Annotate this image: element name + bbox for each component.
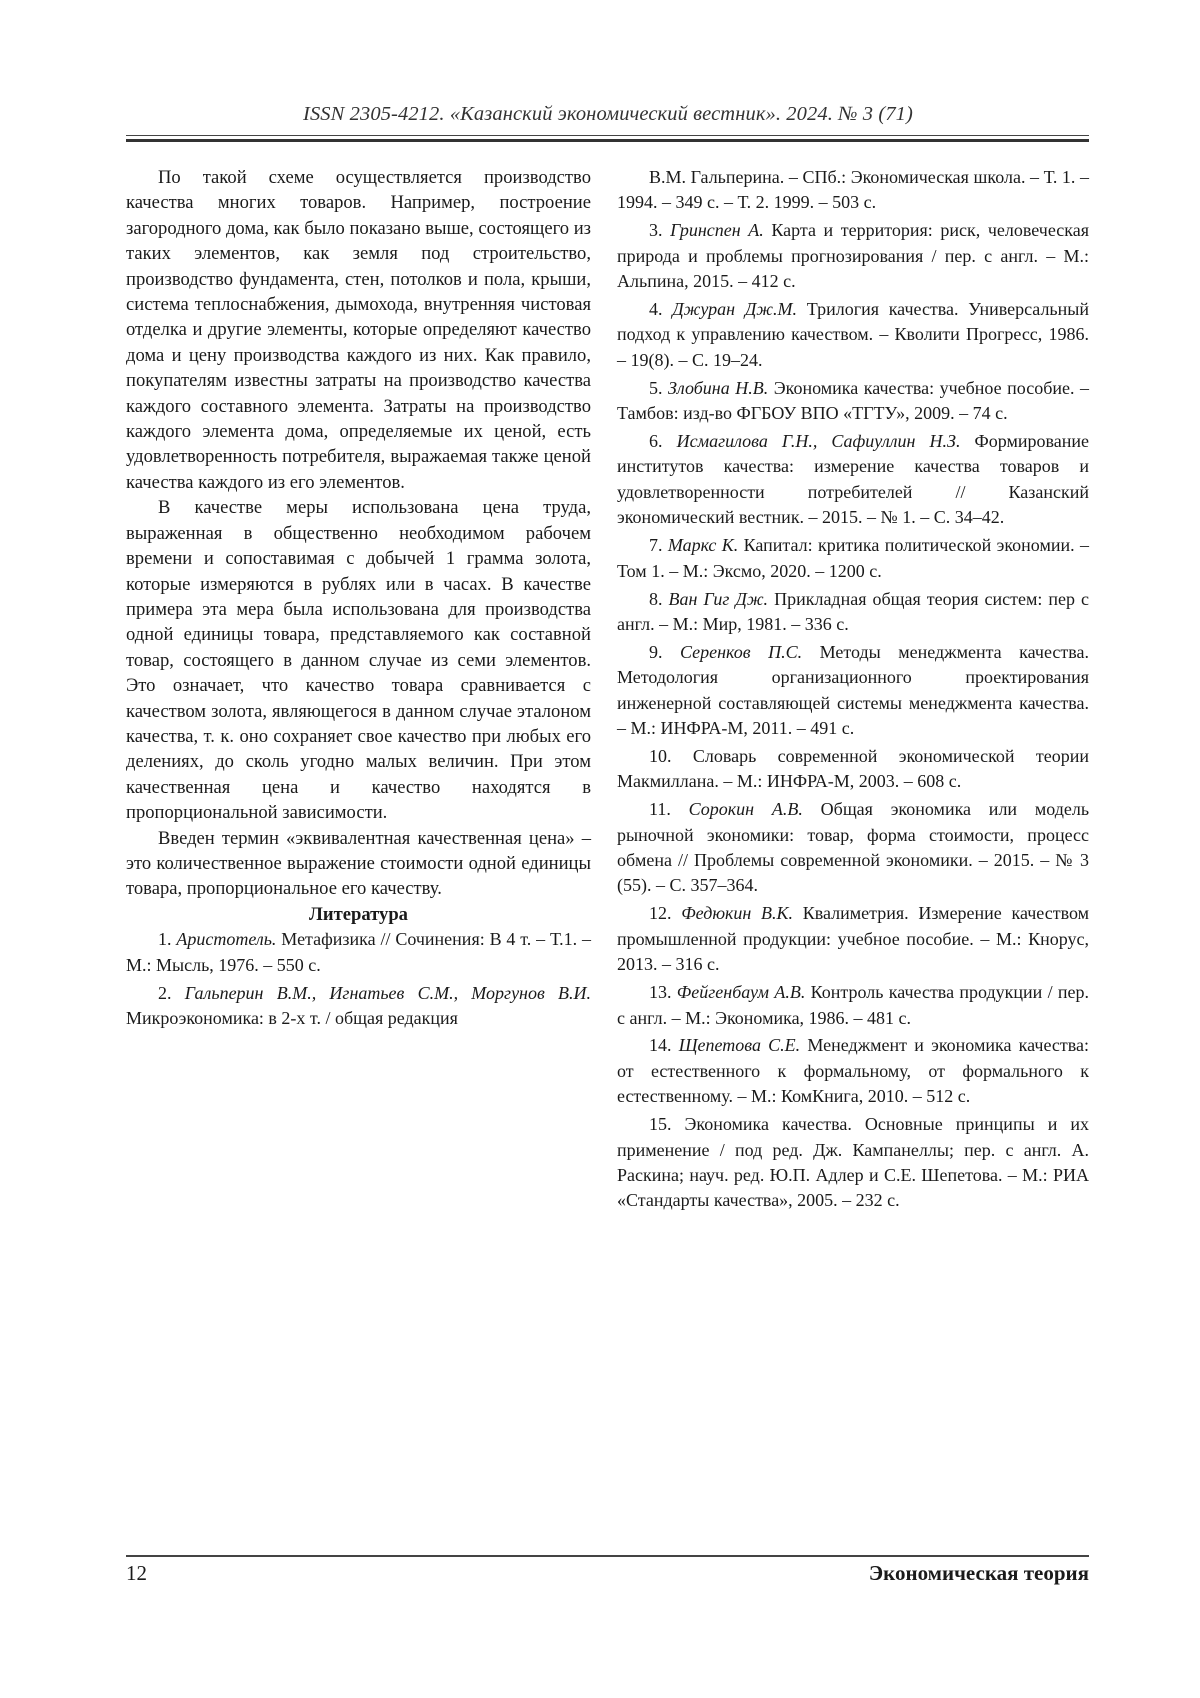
reference-author: Сорокин А.В. [688, 799, 803, 820]
reference-number: 8. [649, 588, 663, 609]
reference-number: 10. [649, 745, 672, 766]
reference-author: Гринспен А. [670, 220, 764, 241]
reference-item [617, 376, 1089, 427]
reference-item [126, 927, 591, 978]
reference-author: Ван Гиг Дж. [668, 588, 769, 609]
reference-text: Карта и территория: риск, человеческая природа и проблемы прогнозирования / пер. с англ. – М.: Альпина, 2015. – 412 с. [617, 220, 1090, 292]
reference-author: Аристотель. [176, 929, 277, 950]
reference-number: 13. [649, 982, 672, 1003]
reference-number: 14. [649, 1035, 672, 1056]
literature-heading: Литература [309, 903, 408, 925]
section-title: Экономическая теория [868, 1561, 1089, 1585]
reference-number: 5. [649, 377, 663, 398]
reference-author: Джуран Дж.М. [672, 299, 798, 320]
reference-author: Маркс К. [667, 535, 739, 556]
reference-author: Серенков П.С. [680, 641, 803, 662]
reference-item [617, 744, 1089, 795]
left-column [126, 165, 591, 1034]
right-column [617, 165, 1089, 1216]
reference-number: 2. [158, 982, 172, 1003]
header-rule-thick [126, 139, 1089, 142]
reference-item [617, 1112, 1089, 1214]
reference-item [617, 980, 1089, 1031]
page-number: 12 [126, 1561, 147, 1585]
reference-text: Общая экономика или модель рыночной экономики: товар, форма стоимости, процесс обмена // Проблемы современной экономики. – 2015. – № 3 (55). – С. 357–364. [617, 799, 1090, 896]
reference-item [617, 1033, 1089, 1109]
body-paragraph: По такой схеме осуществляется производство качества многих товаров. Например, построение загородного дома, как было показано выше, состоящего из таких элементов, как земля под строительство, производство фундамента, стен, потолков и пола, крыши, система теплоснабжения, дымохода, внутренняя чистовая отделка и другие элементы, которые определяют качество дома и цену производства каждого из них. Как правило, покупателям известны затраты на производство качества каждого составного элемента. Затраты на производство каждого элемента дома, определяемые их ценой, есть удовлетворенность потребителя, выражаемая также ценой качества каждого из его элементов. [126, 167, 591, 493]
reference-text: Прикладная общая теория систем: пер с англ. – М.: Мир, 1981. – 336 с. [617, 588, 1090, 634]
body-paragraph: Введен термин «эквивалентная качественная цена» – это количественное выражение стоимости одной единицы товара, пропорциональное его качеству. [126, 827, 591, 900]
reference-item [617, 297, 1089, 373]
body-paragraph: В качестве меры использована цена труда, выраженная в общественно необходимом рабочем времени и сопоставимая с добычей 1 грамма золота, которые измеряются в рублях или в часах. В качестве примера эта мера была использована для производства одной единицы товара, представляемого как составной товар, состоящего в данном случае из семи элементов. Это означает, что качество товара сравнивается с качеством золота, являющегося в данном случае эталоном качества, т. к. оно сохраняет свое качество при любых его делениях, до сколь угодно малых величин. При этом качественная цена и качество находятся в пропорциональной зависимости. [126, 497, 591, 824]
reference-item [617, 533, 1089, 584]
reference-number: 7. [649, 535, 663, 556]
reference-item [617, 429, 1089, 531]
reference-author: Федюкин В.К. [681, 903, 794, 924]
reference-text: Трилогия качества. Универсальный подход к управлению качеством. – Кволити Прогресс, 1986. – 19(8). – С. 19–24. [617, 299, 1089, 370]
reference-number: 4. [649, 299, 663, 320]
reference-item [126, 981, 591, 1032]
reference-text: Микроэкономика: в 2-х т. / общая редакция [126, 1007, 458, 1028]
reference-text: Экономика качества. Основные принципы и их применение / под ред. Дж. Кампанеллы; пер. с англ. А. Раскина; науч. ред. Ю.П. Адлер и С.Е. Шепетова. – М.: РИА «Стандарты качества», 2005. – 232 с. [617, 1114, 1089, 1211]
reference-text: Квалиметрия. Измерение качеством промышленной продукции: учебное пособие. – М.: Кнорус, 2013. – 316 с. [617, 903, 1090, 975]
reference-text: Капитал: критика политической экономии. – Том 1. – М.: Эксмо, 2020. – 1200 с. [617, 535, 1090, 581]
reference-text: Экономика качества: учебное пособие. – Тамбов: изд-во ФГБОУ ВПО «ТГТУ», 2009. – 74 с. [617, 377, 1090, 424]
reference-number: 11. [649, 799, 671, 820]
reference-author: Гальперин В.М., Игнатьев С.М., Моргунов В.И. [184, 982, 592, 1003]
reference-item [617, 901, 1089, 977]
reference-author: Злобина Н.В. [668, 377, 769, 398]
reference-text: Формирование институтов качества: измерение качества товаров и удовлетворенности потребителей // Казанский экономический вестник. – 2015. – № 1. – С. 34–42. [617, 431, 1090, 528]
reference-number: 6. [649, 431, 663, 452]
reference-author: Исмагилова Г.Н., Сафиуллин Н.З. [676, 431, 961, 452]
reference-continuation: В.М. Гальперина. – СПб.: Экономическая школа. – Т. 1. – 1994. – 349 с. – Т. 2. 1999. – 503 с. [617, 167, 1089, 213]
reference-item [617, 587, 1089, 638]
header-rule-thin [126, 135, 1089, 136]
reference-author: Фейгенбаум А.В. [676, 982, 806, 1003]
reference-text: Методы менеджмента качества. Методология организационного проектирования инженерной составляющей системы менеджмента качества. – М.: ИНФРА-М, 2011. – 491 с. [617, 641, 1089, 739]
reference-number: 9. [649, 641, 663, 662]
reference-number: 12. [649, 903, 672, 924]
reference-number: 1. [158, 929, 172, 950]
running-header: ISSN 2305-4212. «Казанский экономический вестник». 2024. № 3 (71) [303, 103, 913, 125]
reference-text: Менеджмент и экономика качества: от естественного к формальному, от формального к естественному. – М.: КомКнига, 2010. – 512 с. [617, 1035, 1090, 1107]
reference-author: Щепетова С.Е. [678, 1035, 801, 1056]
reference-text: Метафизика // Сочинения: В 4 т. – Т.1. – М.: Мысль, 1976. – 550 с. [126, 929, 592, 975]
reference-text: Контроль качества продукции / пер. с англ. – М.: Экономика, 1986. – 481 с. [617, 982, 1089, 1028]
reference-item [617, 218, 1089, 294]
reference-number: 3. [649, 220, 663, 241]
reference-item [617, 640, 1089, 742]
footer-rule [126, 1555, 1089, 1557]
reference-text: Словарь современной экономической теории Макмиллана. – М.: ИНФРА-М, 2003. – 608 с. [617, 745, 1090, 792]
reference-item [617, 797, 1089, 899]
reference-number: 15. [649, 1114, 672, 1135]
